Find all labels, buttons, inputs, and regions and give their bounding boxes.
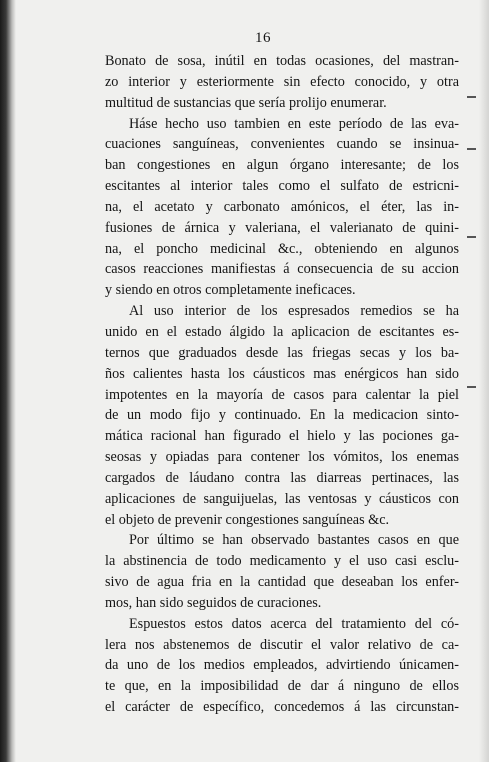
text-line: mos, han sido seguidos de curaciones. (105, 594, 322, 611)
text-line: Por último se han observado bastantes casos en que (129, 532, 459, 549)
page-number: 16 (255, 30, 271, 46)
text-line: multitud de sustancias que sería prolijo enumerar. (105, 94, 387, 111)
text-line: unido en el estado álgido la aplicacion de escitantes es- (105, 323, 459, 340)
page-edge-shadow (479, 0, 489, 762)
text-line: cuaciones sanguíneas, convenientes cuando se insinua- (105, 136, 459, 153)
text-line: casos reacciones manifiestas á consecuencia de su accion (105, 261, 459, 278)
text-line: Espuestos estos datos acerca del tratamiento del có- (129, 615, 459, 632)
body-text (105, 51, 459, 718)
text-line: te que, en la imposibilidad de dar á ninguno de ellos (105, 678, 459, 695)
text-line: ban congestiones en algun órgano interesante; de los (105, 157, 459, 174)
text-line: Bonato de sosa, inútil en todas ocasiones, del mastran- (105, 53, 459, 69)
text-line: el objeto de prevenir congestiones sanguíneas &c. (105, 511, 390, 528)
text-line: aplicaciones de sanguijuelas, las ventosas y cáusticos con (105, 490, 459, 507)
text-line: mática racional han figurado el hielo y las pociones ga- (105, 428, 459, 445)
text-line: da uno de los medios empleados, advirtiendo únicamen- (105, 657, 459, 674)
text-line: Al uso interior de los espresados remedios se ha (129, 303, 459, 320)
text-line: el carácter de específico, concedemos á las circunstan- (105, 699, 459, 716)
text-line: na, el poncho medicinal &c., obteniendo en algunos (105, 240, 459, 257)
text-line: ños calientes hasta los cáusticos mas enérgicos han sido (105, 365, 459, 382)
text-line: escitantes al interior tales como el sulfato de estricni- (105, 178, 459, 195)
text-line: la abstinencia de todo medicamento y el uso casi esclu- (105, 553, 459, 570)
text-line: lera nos abstenemos de discutir el valor relativo de ca- (105, 636, 459, 653)
text-line: impotentes en la mayoría de casos para calentar la piel (105, 386, 459, 403)
text-line: ternos que graduados desde las friegas secas y los ba- (105, 344, 459, 361)
text-line: zo interior y esteriormente sin efecto conocido, y otra (105, 73, 459, 90)
text-line: seosas y opiadas para contener los vómitos, los enemas (105, 449, 459, 466)
text-line: fusiones de árnica y valeriana, el valerianato de quini- (105, 219, 459, 236)
text-line: Háse hecho uso tambien en este período de las eva- (129, 115, 459, 132)
text-line: cargados de láudano contra las diarreas pertinaces, las (105, 469, 459, 486)
page-binding-shadow (0, 0, 16, 762)
text-line: na, el acetato y carbonato amónicos, el éter, las in- (105, 198, 459, 215)
text-line: de un modo fijo y continuado. En la medicacion sinto- (105, 407, 459, 424)
text-line: y siendo en otros completamente ineficaces. (105, 282, 356, 299)
text-line: sivo de agua fria en la cantidad que deseaban los enfer- (105, 574, 459, 591)
